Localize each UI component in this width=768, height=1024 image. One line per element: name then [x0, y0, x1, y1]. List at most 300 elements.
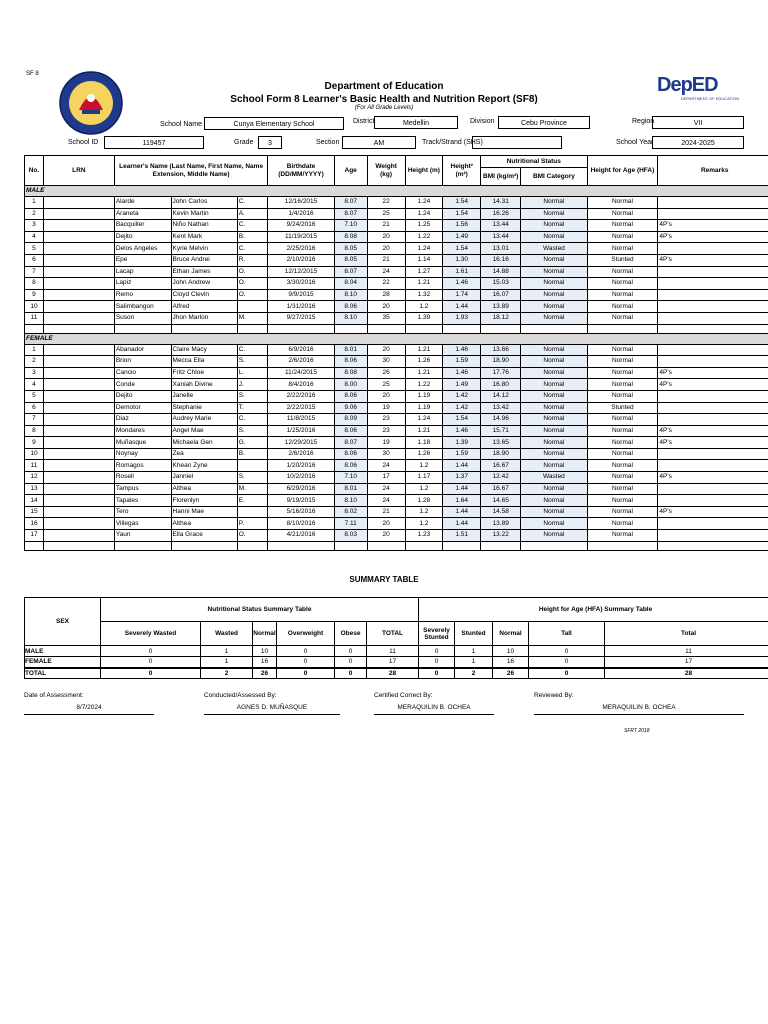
- male-section: [25, 186, 768, 197]
- age-cell: 8.06: [334, 460, 367, 472]
- lrn-cell: [43, 197, 114, 209]
- middle-initial-cell: C.: [237, 197, 268, 209]
- bmi-cell: 14.12: [481, 390, 521, 402]
- hfa-cell: Normal: [587, 379, 658, 391]
- col-bmi-category: BMI Category: [521, 168, 587, 186]
- bmi-category-cell: Normal: [521, 278, 587, 290]
- blank-row: [25, 324, 768, 333]
- summary-value-cell: 0: [335, 646, 367, 657]
- hfa-cell: Normal: [587, 506, 658, 518]
- lrn-cell: [43, 379, 114, 391]
- height-squared-cell: 1.64: [443, 495, 481, 507]
- row-number: 12: [25, 472, 44, 484]
- birthdate-cell: 2/25/2016: [268, 243, 334, 255]
- summary-col-header: Stunted: [455, 622, 493, 646]
- section-field: AM: [342, 136, 416, 149]
- bmi-category-cell: Normal: [521, 425, 587, 437]
- deped-logo-subtext: DEPARTMENT OF EDUCATION: [680, 96, 739, 101]
- summary-col-header: Severely Wasted: [101, 622, 201, 646]
- empty-cell: [481, 541, 521, 550]
- height-squared-cell: 1.93: [443, 312, 481, 324]
- col-height-squared: Height² (m²): [443, 156, 481, 186]
- title-form: School Form 8 Learner's Basic Health and Nutrition Report (SF8): [230, 94, 538, 105]
- date-line: [24, 714, 154, 715]
- table-row: [25, 344, 768, 356]
- birthdate-cell: 2/10/2016: [268, 254, 334, 266]
- height-squared-cell: 1.46: [443, 367, 481, 379]
- summary-value-cell: 1: [201, 646, 253, 657]
- height-cell: 1.22: [405, 379, 443, 391]
- last-name-cell: Brion: [114, 356, 171, 368]
- height-cell: 1.14: [405, 254, 443, 266]
- empty-cell: [587, 324, 658, 333]
- bmi-cell: 16.80: [481, 379, 521, 391]
- middle-initial-cell: E.: [237, 495, 268, 507]
- col-no: No.: [25, 156, 44, 186]
- middle-initial-cell: O.: [237, 530, 268, 542]
- height-cell: 1.19: [405, 390, 443, 402]
- row-number: 8: [25, 278, 44, 290]
- remarks-cell: [658, 448, 768, 460]
- birthdate-cell: 9/19/2015: [268, 495, 334, 507]
- lrn-cell: [43, 312, 114, 324]
- summary-col-header: Normal: [253, 622, 277, 646]
- lrn-cell: [43, 266, 114, 278]
- table-row: [25, 231, 768, 243]
- summary-value-cell: 0: [335, 657, 367, 668]
- height-squared-cell: 1.49: [443, 231, 481, 243]
- birthdate-cell: 8/10/2016: [268, 518, 334, 530]
- hfa-cell: Normal: [587, 390, 658, 402]
- lrn-cell: [43, 289, 114, 301]
- birthdate-cell: 1/20/2016: [268, 460, 334, 472]
- conducted-value: AGNES D. MUÑASQUE: [236, 704, 308, 711]
- row-number: 6: [25, 254, 44, 266]
- division-field: Cebu Province: [498, 116, 590, 129]
- first-name-cell: Althea: [171, 483, 237, 495]
- height-cell: 1.2: [405, 460, 443, 472]
- hfa-cell: Normal: [587, 208, 658, 220]
- birthdate-cell: 11/24/2015: [268, 367, 334, 379]
- middle-initial-cell: P.: [237, 518, 268, 530]
- lrn-cell: [43, 495, 114, 507]
- table-row: [25, 483, 768, 495]
- weight-cell: 25: [367, 208, 405, 220]
- height-cell: 1.26: [405, 356, 443, 368]
- weight-cell: 20: [367, 530, 405, 542]
- summary-title: SUMMARY TABLE: [349, 575, 419, 584]
- bmi-category-cell: Normal: [521, 437, 587, 449]
- weight-cell: 17: [367, 472, 405, 484]
- summary-col-header: Tall: [529, 622, 605, 646]
- birthdate-cell: 2/6/2016: [268, 448, 334, 460]
- last-name-cell: Alarde: [114, 197, 171, 209]
- birthdate-cell: 1/31/2016: [268, 301, 334, 313]
- hfa-cell: Normal: [587, 220, 658, 232]
- summary-value-cell: 0: [277, 646, 335, 657]
- summary-value-cell: 16: [253, 657, 277, 668]
- birthdate-cell: 3/30/2016: [268, 278, 334, 290]
- empty-cell: [268, 541, 334, 550]
- middle-initial-cell: O.: [237, 266, 268, 278]
- birthdate-cell: 9/9/2015: [268, 289, 334, 301]
- reviewed-value: MERAQUILIN B. OCHEA: [602, 704, 676, 711]
- age-cell: 8.02: [334, 506, 367, 518]
- age-cell: 8.01: [334, 344, 367, 356]
- middle-initial-cell: B.: [237, 448, 268, 460]
- last-name-cell: Conde: [114, 379, 171, 391]
- birthdate-cell: 10/2/2016: [268, 472, 334, 484]
- row-number: 4: [25, 231, 44, 243]
- summary-sex-header: SEX: [25, 598, 101, 646]
- birthdate-cell: 1/25/2016: [268, 425, 334, 437]
- bmi-category-cell: Wasted: [521, 472, 587, 484]
- hfa-cell: Normal: [587, 301, 658, 313]
- height-squared-cell: 1.61: [443, 266, 481, 278]
- last-name-cell: Tero: [114, 506, 171, 518]
- first-name-cell: Janniel: [171, 472, 237, 484]
- summary-value-cell: 26: [253, 668, 277, 679]
- middle-initial-cell: C.: [237, 344, 268, 356]
- height-squared-cell: 1.44: [443, 301, 481, 313]
- first-name-cell: John Carlos: [171, 197, 237, 209]
- remarks-cell: [658, 266, 768, 278]
- row-number: 1: [25, 197, 44, 209]
- first-name-cell: Kent Mark: [171, 231, 237, 243]
- middle-initial-cell: R.: [237, 254, 268, 266]
- bmi-cell: 14.31: [481, 197, 521, 209]
- summary-col-header: Wasted: [201, 622, 253, 646]
- remarks-cell: [658, 390, 768, 402]
- table-row: [25, 379, 768, 391]
- empty-cell: [587, 541, 658, 550]
- empty-cell: [367, 541, 405, 550]
- summary-value-cell: 0: [529, 657, 605, 668]
- age-cell: 8.06: [334, 301, 367, 313]
- hfa-cell: Normal: [587, 460, 658, 472]
- table-row: [25, 414, 768, 426]
- bmi-cell: 13.89: [481, 518, 521, 530]
- lrn-cell: [43, 425, 114, 437]
- age-cell: 7.10: [334, 472, 367, 484]
- division-label: Division: [470, 118, 495, 125]
- height-squared-cell: 1.44: [443, 483, 481, 495]
- height-squared-cell: 1.46: [443, 344, 481, 356]
- learner-table: [24, 155, 768, 551]
- row-number: 3: [25, 220, 44, 232]
- height-squared-cell: 1.30: [443, 254, 481, 266]
- birthdate-cell: 5/16/2016: [268, 506, 334, 518]
- middle-initial-cell: T.: [237, 402, 268, 414]
- bmi-category-cell: Normal: [521, 367, 587, 379]
- bmi-category-cell: Normal: [521, 506, 587, 518]
- row-number: 9: [25, 437, 44, 449]
- age-cell: 8.05: [334, 243, 367, 255]
- region-field: VII: [652, 116, 744, 129]
- birthdate-cell: 12/12/2015: [268, 266, 334, 278]
- summary-value-cell: 26: [493, 668, 529, 679]
- reviewed-label: Reviewed By:: [534, 692, 574, 699]
- bmi-category-cell: Normal: [521, 379, 587, 391]
- empty-cell: [405, 541, 443, 550]
- height-squared-cell: 1.74: [443, 289, 481, 301]
- remarks-cell: [658, 356, 768, 368]
- height-cell: 1.26: [405, 448, 443, 460]
- empty-cell: [521, 541, 587, 550]
- school-id-label: School ID: [68, 139, 99, 146]
- middle-initial-cell: S.: [237, 356, 268, 368]
- hfa-cell: Stunted: [587, 402, 658, 414]
- summary-col-header: Total: [605, 622, 768, 646]
- hfa-cell: Normal: [587, 356, 658, 368]
- middle-initial-cell: [237, 460, 268, 472]
- bmi-category-cell: Normal: [521, 530, 587, 542]
- height-cell: 1.32: [405, 289, 443, 301]
- empty-cell: [658, 324, 768, 333]
- lrn-cell: [43, 506, 114, 518]
- weight-cell: 30: [367, 356, 405, 368]
- certified-line: [374, 714, 494, 715]
- middle-initial-cell: S.: [237, 425, 268, 437]
- height-squared-cell: 1.44: [443, 518, 481, 530]
- footer-code: SFRT 2018: [624, 728, 650, 734]
- school-year-label: School Year: [616, 139, 654, 146]
- birthdate-cell: 12/29/2015: [268, 437, 334, 449]
- first-name-cell: Hanni Mae: [171, 506, 237, 518]
- lrn-cell: [43, 254, 114, 266]
- school-year-field: 2024-2025: [652, 136, 744, 149]
- height-cell: 1.21: [405, 278, 443, 290]
- grade-field: 3: [258, 136, 282, 149]
- height-cell: 1.21: [405, 425, 443, 437]
- summary-col-header: Obese: [335, 622, 367, 646]
- hfa-cell: Normal: [587, 495, 658, 507]
- lrn-cell: [43, 356, 114, 368]
- height-cell: 1.17: [405, 472, 443, 484]
- last-name-cell: Araneta: [114, 208, 171, 220]
- track-label: Track/Strand (SHS): [422, 139, 483, 146]
- summary-value-cell: 0: [101, 646, 201, 657]
- hfa-cell: Normal: [587, 266, 658, 278]
- height-squared-cell: 1.44: [443, 506, 481, 518]
- row-number: 11: [25, 312, 44, 324]
- title-department: Department of Education: [324, 81, 444, 92]
- lrn-cell: [43, 208, 114, 220]
- bmi-category-cell: Normal: [521, 312, 587, 324]
- title-subtitle: (For All Grade Levels): [354, 105, 414, 111]
- weight-cell: 21: [367, 220, 405, 232]
- birthdate-cell: 8/4/2016: [268, 379, 334, 391]
- age-cell: 8.06: [334, 390, 367, 402]
- middle-initial-cell: O.: [237, 289, 268, 301]
- hfa-cell: Normal: [587, 197, 658, 209]
- empty-cell: [405, 324, 443, 333]
- lrn-cell: [43, 367, 114, 379]
- height-squared-cell: 1.46: [443, 425, 481, 437]
- table-row: [25, 278, 768, 290]
- col-remarks: Remarks: [658, 156, 768, 186]
- age-cell: 7.10: [334, 220, 367, 232]
- height-squared-cell: 1.54: [443, 208, 481, 220]
- birthdate-cell: 2/6/2016: [268, 356, 334, 368]
- empty-cell: [25, 541, 44, 550]
- col-height: Height (m): [405, 156, 443, 186]
- row-number: 13: [25, 483, 44, 495]
- birthdate-cell: 1/4/2016: [268, 208, 334, 220]
- bmi-cell: 17.76: [481, 367, 521, 379]
- bmi-cell: 13.65: [481, 437, 521, 449]
- height-cell: 1.21: [405, 344, 443, 356]
- height-cell: 1.2: [405, 483, 443, 495]
- birthdate-cell: 9/27/2015: [268, 312, 334, 324]
- first-name-cell: Zea: [171, 448, 237, 460]
- remarks-cell: [658, 402, 768, 414]
- summary-value-cell: 0: [529, 646, 605, 657]
- row-number: 10: [25, 448, 44, 460]
- remarks-cell: [658, 495, 768, 507]
- table-row: [25, 518, 768, 530]
- height-cell: 1.39: [405, 312, 443, 324]
- remarks-cell: 4P's: [658, 437, 768, 449]
- col-lrn: LRN: [43, 156, 114, 186]
- lrn-cell: [43, 344, 114, 356]
- table-row: [25, 495, 768, 507]
- table-row: [25, 390, 768, 402]
- row-number: 17: [25, 530, 44, 542]
- height-squared-cell: 1.42: [443, 402, 481, 414]
- hfa-cell: Normal: [587, 448, 658, 460]
- weight-cell: 19: [367, 437, 405, 449]
- last-name-cell: Salimbangon: [114, 301, 171, 313]
- summary-hfa-title: Height for Age (HFA) Summary Table: [419, 598, 768, 622]
- age-cell: 8.06: [334, 448, 367, 460]
- summary-value-cell: 28: [605, 668, 768, 679]
- row-number: 14: [25, 495, 44, 507]
- height-squared-cell: 1.49: [443, 379, 481, 391]
- lrn-cell: [43, 460, 114, 472]
- last-name-cell: Villegas: [114, 518, 171, 530]
- lrn-cell: [43, 390, 114, 402]
- weight-cell: 30: [367, 448, 405, 460]
- first-name-cell: Ella Grace: [171, 530, 237, 542]
- female-section: [25, 333, 768, 344]
- bmi-cell: 18.90: [481, 356, 521, 368]
- summary-row-label: MALE: [25, 646, 101, 657]
- summary-value-cell: 0: [277, 668, 335, 679]
- first-name-cell: Bruce Andrei: [171, 254, 237, 266]
- age-cell: 8.10: [334, 289, 367, 301]
- height-cell: 1.19: [405, 402, 443, 414]
- empty-cell: [334, 541, 367, 550]
- bmi-category-cell: Normal: [521, 266, 587, 278]
- birthdate-cell: 6/29/2016: [268, 483, 334, 495]
- bmi-cell: 16.26: [481, 208, 521, 220]
- bmi-category-cell: Wasted: [521, 243, 587, 255]
- table-row: [25, 460, 768, 472]
- last-name-cell: Suson: [114, 312, 171, 324]
- remarks-cell: [658, 301, 768, 313]
- middle-initial-cell: S.: [237, 472, 268, 484]
- remarks-cell: [658, 530, 768, 542]
- weight-cell: 19: [367, 402, 405, 414]
- summary-value-cell: 0: [419, 657, 455, 668]
- bmi-cell: 16.67: [481, 460, 521, 472]
- col-bmi: BMI (kg/m²): [481, 168, 521, 186]
- birthdate-cell: 9/24/2016: [268, 220, 334, 232]
- height-squared-cell: 1.51: [443, 530, 481, 542]
- summary-value-cell: 16: [493, 657, 529, 668]
- height-squared-cell: 1.56: [443, 220, 481, 232]
- bmi-category-cell: Normal: [521, 208, 587, 220]
- track-field: [472, 136, 562, 149]
- birthdate-cell: 11/19/2015: [268, 231, 334, 243]
- summary-col-header: Overweight: [277, 622, 335, 646]
- table-row: [25, 208, 768, 220]
- last-name-cell: Abanador: [114, 344, 171, 356]
- remarks-cell: 4P's: [658, 506, 768, 518]
- weight-cell: 35: [367, 312, 405, 324]
- table-row: [25, 254, 768, 266]
- middle-initial-cell: B.: [237, 231, 268, 243]
- bmi-category-cell: Normal: [521, 495, 587, 507]
- empty-cell: [658, 541, 768, 550]
- hfa-cell: Normal: [587, 344, 658, 356]
- col-weight: Weight (kg): [367, 156, 405, 186]
- col-name: Learner's Name (Last Name, First Name, Name Extension, Middle Name): [114, 156, 268, 186]
- row-number: 6: [25, 402, 44, 414]
- row-number: 7: [25, 414, 44, 426]
- height-cell: 1.21: [405, 367, 443, 379]
- summary-row-label: TOTAL: [25, 668, 101, 679]
- table-row: [25, 367, 768, 379]
- deped-logo-text: DepED: [657, 74, 718, 96]
- height-cell: 1.24: [405, 208, 443, 220]
- row-number: 3: [25, 367, 44, 379]
- first-name-cell: Khean Zyne: [171, 460, 237, 472]
- first-name-cell: Althea: [171, 518, 237, 530]
- age-cell: 8.06: [334, 425, 367, 437]
- bmi-cell: 14.96: [481, 414, 521, 426]
- empty-cell: [171, 541, 237, 550]
- first-name-cell: Florenlyn: [171, 495, 237, 507]
- remarks-cell: [658, 414, 768, 426]
- weight-cell: 21: [367, 254, 405, 266]
- height-squared-cell: 1.39: [443, 437, 481, 449]
- height-squared-cell: 1.44: [443, 460, 481, 472]
- last-name-cell: Dejito: [114, 390, 171, 402]
- weight-cell: 20: [367, 243, 405, 255]
- hfa-cell: Normal: [587, 312, 658, 324]
- lrn-cell: [43, 278, 114, 290]
- first-name-cell: Niño Nathan: [171, 220, 237, 232]
- bmi-cell: 13.42: [481, 402, 521, 414]
- first-name-cell: Michaela Gen: [171, 437, 237, 449]
- col-hfa: Height for Age (HFA): [587, 156, 658, 186]
- col-birthdate: Birthdate (DD/MM/YYYY): [268, 156, 334, 186]
- row-number: 8: [25, 425, 44, 437]
- male-section-label: MALE: [25, 186, 768, 197]
- middle-initial-cell: C.: [237, 220, 268, 232]
- table-row: [25, 472, 768, 484]
- date-label: Date of Assessment:: [24, 692, 84, 699]
- weight-cell: 20: [367, 518, 405, 530]
- age-cell: 8.07: [334, 266, 367, 278]
- height-squared-cell: 1.54: [443, 243, 481, 255]
- hfa-cell: Normal: [587, 289, 658, 301]
- row-number: 4: [25, 379, 44, 391]
- weight-cell: 22: [367, 278, 405, 290]
- height-squared-cell: 1.42: [443, 390, 481, 402]
